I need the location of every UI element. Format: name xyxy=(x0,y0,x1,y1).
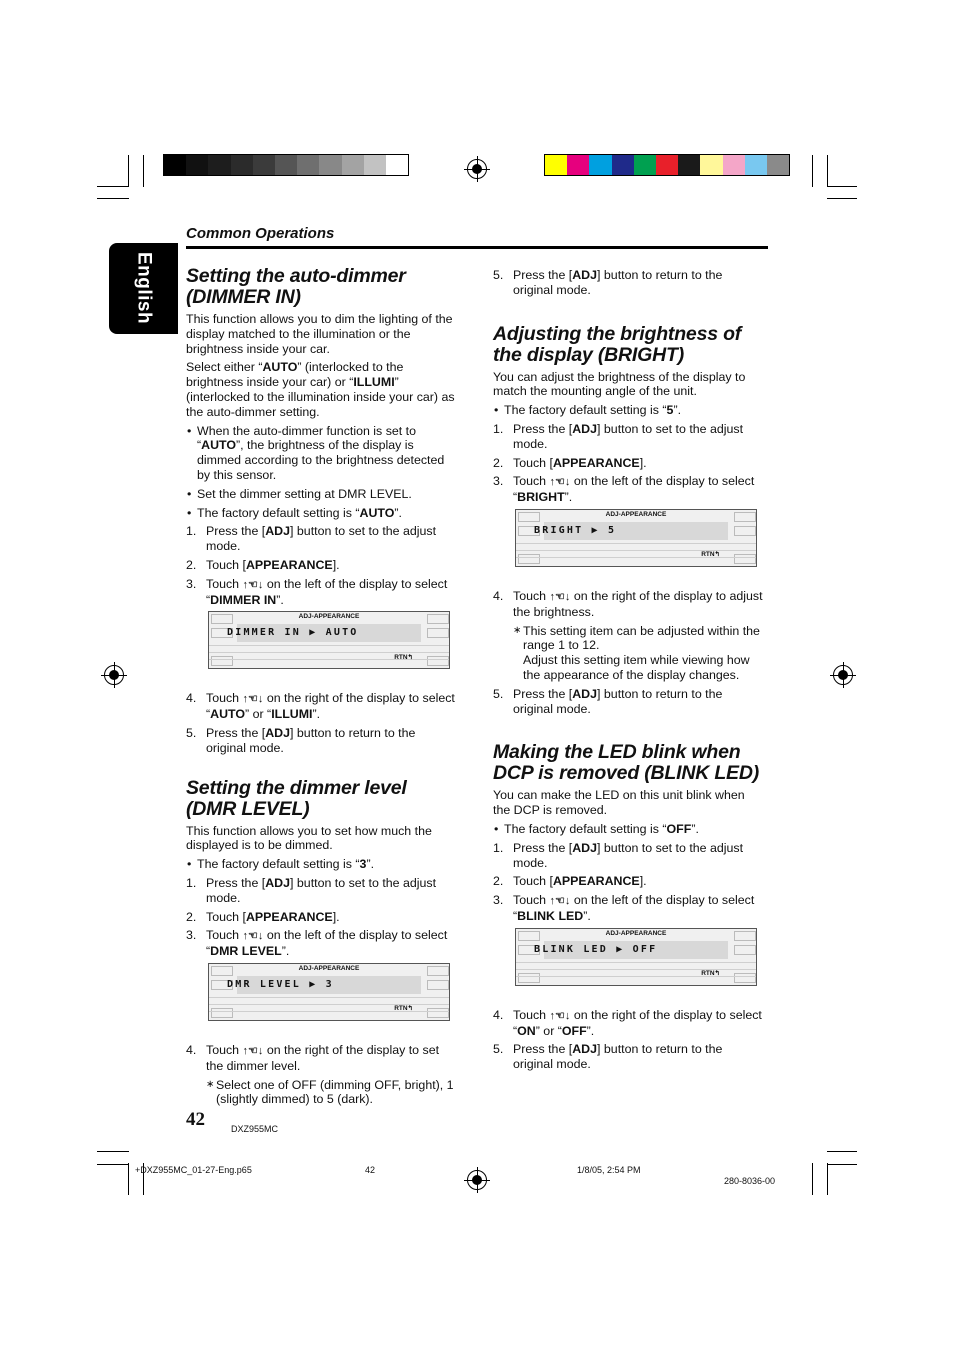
dimmer-in-step-1: 1. Press the [ADJ] button to set to the adjust mode. xyxy=(186,524,437,554)
text-segment: Press the [ xyxy=(206,725,266,740)
bold-term: ADJ xyxy=(572,421,598,436)
lcd-return-label: RTN↰ xyxy=(394,1005,413,1013)
lcd-value: DMR LEVEL ▶ 3 xyxy=(227,978,334,990)
crop-mark xyxy=(143,155,144,187)
lcd-line xyxy=(516,557,756,558)
bold-term: APPEARANCE xyxy=(552,874,640,889)
text-segment: ”. xyxy=(691,821,699,836)
lcd-line xyxy=(209,1011,449,1012)
crop-mark xyxy=(97,1151,129,1152)
text-segment: ] button to set to the adjust mode. xyxy=(206,875,437,905)
language-tab xyxy=(109,243,178,334)
lcd-touch-zone xyxy=(427,656,449,666)
crop-mark xyxy=(97,1164,129,1165)
blink-led-step-2: 2. Touch [APPEARANCE]. xyxy=(493,874,647,889)
lcd-line xyxy=(209,645,449,646)
touch-arrows-icon: ↑☜↓ xyxy=(242,693,264,706)
model-number: DXZ955MC xyxy=(231,1124,279,1134)
text-segment: Touch [ xyxy=(513,455,553,470)
color-swatch xyxy=(164,155,186,175)
text-segment: Select either “ xyxy=(186,360,263,375)
color-swatch xyxy=(545,155,567,175)
text-segment: ] button to set to the adjust mode. xyxy=(513,421,744,451)
touch-arrows-icon: ↑☜↓ xyxy=(549,1009,571,1022)
text-segment: ” (interlocked to the illumination inside your car) as the auto-dimmer setting. xyxy=(186,375,455,419)
color-swatch xyxy=(700,155,722,175)
text-segment: Touch [ xyxy=(513,874,553,889)
color-swatch xyxy=(567,155,589,175)
bold-term: ADJ xyxy=(572,840,598,855)
text-segment: ] button to set to the adjust mode. xyxy=(206,524,437,554)
crop-mark xyxy=(812,155,813,187)
bright-note-cont: Adjust this setting item while viewing how the appearance of the display changes. xyxy=(523,653,750,682)
lcd-display xyxy=(515,509,757,567)
dimmer-in-select xyxy=(186,360,458,419)
lcd-touch-zone xyxy=(518,973,540,983)
bold-term: APPEARANCE xyxy=(245,557,333,572)
bold-term: APPEARANCE xyxy=(245,909,333,924)
text-segment: ]. xyxy=(332,557,340,572)
bold-term: ADJ xyxy=(265,875,291,890)
lcd-line xyxy=(516,550,756,551)
lcd-line xyxy=(516,543,756,544)
text-segment: When the auto-dimmer function is set to “ xyxy=(197,423,417,453)
dimmer-in-step-2: 2. Touch [APPEARANCE]. xyxy=(186,557,340,572)
dimmer-in-title: Setting the auto-dimmer (DIMMER IN) xyxy=(186,265,406,308)
dmr-level-step-3: 3. Touch ↑☜↓ on the left of the display to select “DMR LEVEL”. xyxy=(186,928,448,959)
color-swatch xyxy=(386,155,408,175)
lcd-touch-zone xyxy=(734,945,756,955)
color-swatch xyxy=(342,155,364,175)
bright-bullet xyxy=(493,403,765,418)
lcd-line xyxy=(209,659,449,660)
text-segment: ”, the brightness of the display is dimmed according to the brightness detected by this sensor. xyxy=(197,438,445,482)
lcd-display xyxy=(208,611,450,669)
lcd-display xyxy=(208,963,450,1021)
blink-led-step-5: 5. Press the [ADJ] button to return to the original mode. xyxy=(493,1042,723,1072)
text-segment: ] button to return to the original mode. xyxy=(513,1042,723,1072)
crop-mark xyxy=(128,155,129,187)
text-segment: Press the [ xyxy=(513,686,573,701)
bold-term: ADJ xyxy=(572,686,598,701)
touch-arrows-icon: ↑☜↓ xyxy=(549,476,571,489)
blink-led-intro: You can make the LED on this unit blink when the DCP is removed. xyxy=(493,788,745,818)
process-color-bar xyxy=(544,154,790,176)
left-column xyxy=(186,266,458,1111)
text-segment: Press the [ xyxy=(206,524,266,539)
text-segment: ”. xyxy=(366,857,375,872)
lcd-return-label: RTN↰ xyxy=(701,969,720,977)
color-swatch xyxy=(745,155,767,175)
color-swatch xyxy=(634,155,656,175)
text-segment: ] button to set to the adjust mode. xyxy=(513,840,744,870)
bright-title: Adjusting the brightness of the display (BRIGHT) xyxy=(493,322,742,366)
crop-mark xyxy=(97,198,129,199)
crop-mark xyxy=(812,1163,813,1195)
lcd-touch-zone xyxy=(427,1008,449,1018)
lcd-touch-zone xyxy=(518,554,540,564)
text-segment: ]. xyxy=(639,455,647,470)
text-segment: ]. xyxy=(332,909,340,924)
lcd-line xyxy=(516,969,756,970)
text-segment: ] button to return to the original mode. xyxy=(513,686,723,716)
lcd-touch-zone xyxy=(734,526,756,536)
lcd-touch-zone xyxy=(427,628,449,638)
lcd-line xyxy=(516,962,756,963)
lcd-touch-zone xyxy=(211,656,233,666)
text-segment: The factory default setting is “ xyxy=(504,821,667,836)
lcd-header: ADJ-APPEARANCE xyxy=(605,510,667,518)
registration-mark-icon xyxy=(467,1170,487,1190)
dimmer-in-intro: This function allows you to dim the lighting of the display matched to the illumination or the brightness inside your car. xyxy=(186,312,453,356)
bold-term: OFF xyxy=(666,821,692,836)
blink-led-step-3: 3. Touch ↑☜↓ on the left of the display to select “BLINK LED”. xyxy=(493,893,755,923)
crop-mark xyxy=(827,198,857,199)
page-number: 42 xyxy=(186,1109,205,1130)
text-segment: Press the [ xyxy=(206,875,266,890)
blink-led-title: Making the LED blink when DCP is removed (BLINK LED) xyxy=(493,741,760,785)
blink-led-step-4: 4. Touch ↑☜↓ on the right of the display to select “ON” or “OFF”. xyxy=(493,1007,762,1038)
color-swatch xyxy=(275,155,297,175)
text-segment: The factory default setting is “ xyxy=(504,403,667,418)
dmr-level-title: Setting the dimmer level (DMR LEVEL) xyxy=(186,776,407,820)
lcd-header: ADJ-APPEARANCE xyxy=(298,613,360,621)
bright-step-2: 2. Touch [APPEARANCE]. xyxy=(493,455,647,470)
crop-mark xyxy=(827,1164,857,1165)
bright-step-1: 1. Press the [ADJ] button to set to the adjust mode. xyxy=(493,421,744,451)
lcd-touch-zone xyxy=(734,554,756,564)
text-segment: Press the [ xyxy=(513,421,573,436)
footer-file: +DXZ955MC_01-27-Eng.p65 xyxy=(135,1165,252,1175)
lcd-header: ADJ-APPEARANCE xyxy=(605,929,667,937)
touch-arrows-icon: ↑☜↓ xyxy=(549,590,571,603)
blink-led-step-1: 1. Press the [ADJ] button to set to the adjust mode. xyxy=(493,840,744,870)
lcd-touch-zone xyxy=(734,973,756,983)
color-swatch xyxy=(186,155,208,175)
bold-term: ILLUMI xyxy=(353,375,395,390)
dmr-level-intro: This function allows you to set how much the displayed is to be dimmed. xyxy=(186,823,432,853)
footer-date: 1/8/05, 2:54 PM xyxy=(577,1165,641,1175)
color-swatch xyxy=(231,155,253,175)
color-swatch xyxy=(656,155,678,175)
text-segment: The factory default setting is “ xyxy=(197,857,360,872)
registration-mark-icon xyxy=(104,665,124,685)
header-rule xyxy=(186,246,768,249)
grayscale-color-bar xyxy=(163,154,409,176)
bright-step-5: 5. Press the [ADJ] button to return to the original mode. xyxy=(493,686,723,716)
bold-term: AUTO xyxy=(359,505,395,520)
color-swatch xyxy=(723,155,745,175)
crop-mark xyxy=(97,186,129,187)
text-segment: ”. xyxy=(673,403,682,418)
dmr-level-bullet xyxy=(186,857,458,872)
footer-code: 280-8036-00 xyxy=(724,1176,776,1186)
dmr-level-note: ∗ Select one of OFF (dimming OFF, bright), 1 (slightly dimmed) to 5 (dark). xyxy=(206,1077,454,1107)
lcd-line xyxy=(209,1004,449,1005)
text-segment: ] button to return to the original mode. xyxy=(513,268,723,297)
bold-term: APPEARANCE xyxy=(552,455,640,470)
registration-mark-icon xyxy=(833,665,853,685)
text-segment: Touch [ xyxy=(206,557,246,572)
text-segment: ]. xyxy=(639,874,647,889)
crop-mark xyxy=(827,1151,857,1152)
bold-term: AUTO xyxy=(201,438,237,453)
blink-led-bullet xyxy=(493,822,765,837)
text-segment: Press the [ xyxy=(513,268,573,282)
bold-term: ADJ xyxy=(265,524,291,539)
dmr-level-step-1: 1. Press the [ADJ] button to set to the adjust mode. xyxy=(186,875,437,905)
text-segment: The factory default setting is “ xyxy=(197,505,360,520)
text-segment: ” (interlocked to the brightness inside your car) or “ xyxy=(186,360,404,390)
language-tab-label: English xyxy=(133,251,155,325)
crop-mark xyxy=(827,186,857,187)
dmr-level-step-4: 4. Touch ↑☜↓ on the right of the display to set the dimmer level. xyxy=(186,1042,440,1073)
dimmer-in-bullet: • Set the dimmer setting at DMR LEVEL. xyxy=(186,487,458,502)
text-segment: ”. xyxy=(394,505,402,520)
dimmer-in-bullet xyxy=(186,506,458,521)
bold-term: AUTO xyxy=(262,360,298,375)
color-swatch xyxy=(589,155,611,175)
color-swatch xyxy=(297,155,319,175)
bold-term: ADJ xyxy=(265,725,291,740)
lcd-value: BLINK LED ▶ OFF xyxy=(534,943,658,955)
bold-term: 3 xyxy=(359,857,367,872)
crop-mark xyxy=(128,1163,129,1195)
dimmer-in-step-5-cont: 5. Press the [ADJ] button to return to the original mode. xyxy=(493,268,723,297)
lcd-touch-zone xyxy=(427,980,449,990)
dimmer-in-bullet xyxy=(186,424,458,483)
color-swatch xyxy=(678,155,700,175)
touch-arrows-icon: ↑☜↓ xyxy=(549,895,571,908)
right-column xyxy=(493,268,765,1076)
registration-mark-icon xyxy=(467,159,487,179)
lcd-touch-zone xyxy=(211,1008,233,1018)
touch-arrows-icon: ↑☜↓ xyxy=(242,578,264,591)
bright-note: ∗ This setting item can be adjusted within the range 1 to 12. xyxy=(513,623,760,653)
lcd-line xyxy=(209,652,449,653)
bold-term: ADJ xyxy=(572,1042,598,1057)
dmr-level-step-2: 2. Touch [APPEARANCE]. xyxy=(186,909,340,924)
color-swatch xyxy=(767,155,789,175)
touch-arrows-icon: ↑☜↓ xyxy=(242,930,264,943)
dimmer-in-step-4: 4. Touch ↑☜↓ on the right of the display to select “AUTO” or “ILLUMI”. xyxy=(186,691,455,722)
lcd-line xyxy=(209,997,449,998)
section-label: Common Operations xyxy=(186,225,335,242)
lcd-value: BRIGHT ▶ 5 xyxy=(534,524,617,536)
footer-page: 42 xyxy=(365,1165,376,1175)
bright-step-3: 3. Touch ↑☜↓ on the left of the display to select “BRIGHT”. xyxy=(493,474,755,505)
dimmer-in-step-5: 5. Press the [ADJ] button to return to the original mode. xyxy=(186,725,416,755)
bold-term: ADJ xyxy=(572,268,598,282)
bright-intro: You can adjust the brightness of the display to match the mounting angle of the unit. xyxy=(493,369,746,399)
color-swatch xyxy=(364,155,386,175)
color-swatch xyxy=(253,155,275,175)
lcd-return-label: RTN↰ xyxy=(394,653,413,661)
crop-mark xyxy=(827,1163,828,1195)
lcd-return-label: RTN↰ xyxy=(701,551,720,559)
lcd-display xyxy=(515,928,757,986)
lcd-value: DIMMER IN ▶ AUTO xyxy=(227,627,359,639)
bright-step-4: 4. Touch ↑☜↓ on the right of the display to adjust the brightness. xyxy=(493,588,763,619)
color-swatch xyxy=(612,155,634,175)
text-segment: Press the [ xyxy=(513,840,573,855)
crop-mark xyxy=(827,155,828,187)
bold-term: 5 xyxy=(666,403,674,418)
text-segment: ] button to return to the original mode. xyxy=(206,725,416,755)
lcd-header: ADJ-APPEARANCE xyxy=(298,964,360,972)
text-segment: Press the [ xyxy=(513,1042,573,1057)
lcd-line xyxy=(516,976,756,977)
text-segment: Touch [ xyxy=(206,909,246,924)
dimmer-in-step-3: 3. Touch ↑☜↓ on the left of the display to select “DIMMER IN”. xyxy=(186,576,448,607)
color-swatch xyxy=(208,155,230,175)
touch-arrows-icon: ↑☜↓ xyxy=(242,1044,264,1057)
color-swatch xyxy=(319,155,341,175)
